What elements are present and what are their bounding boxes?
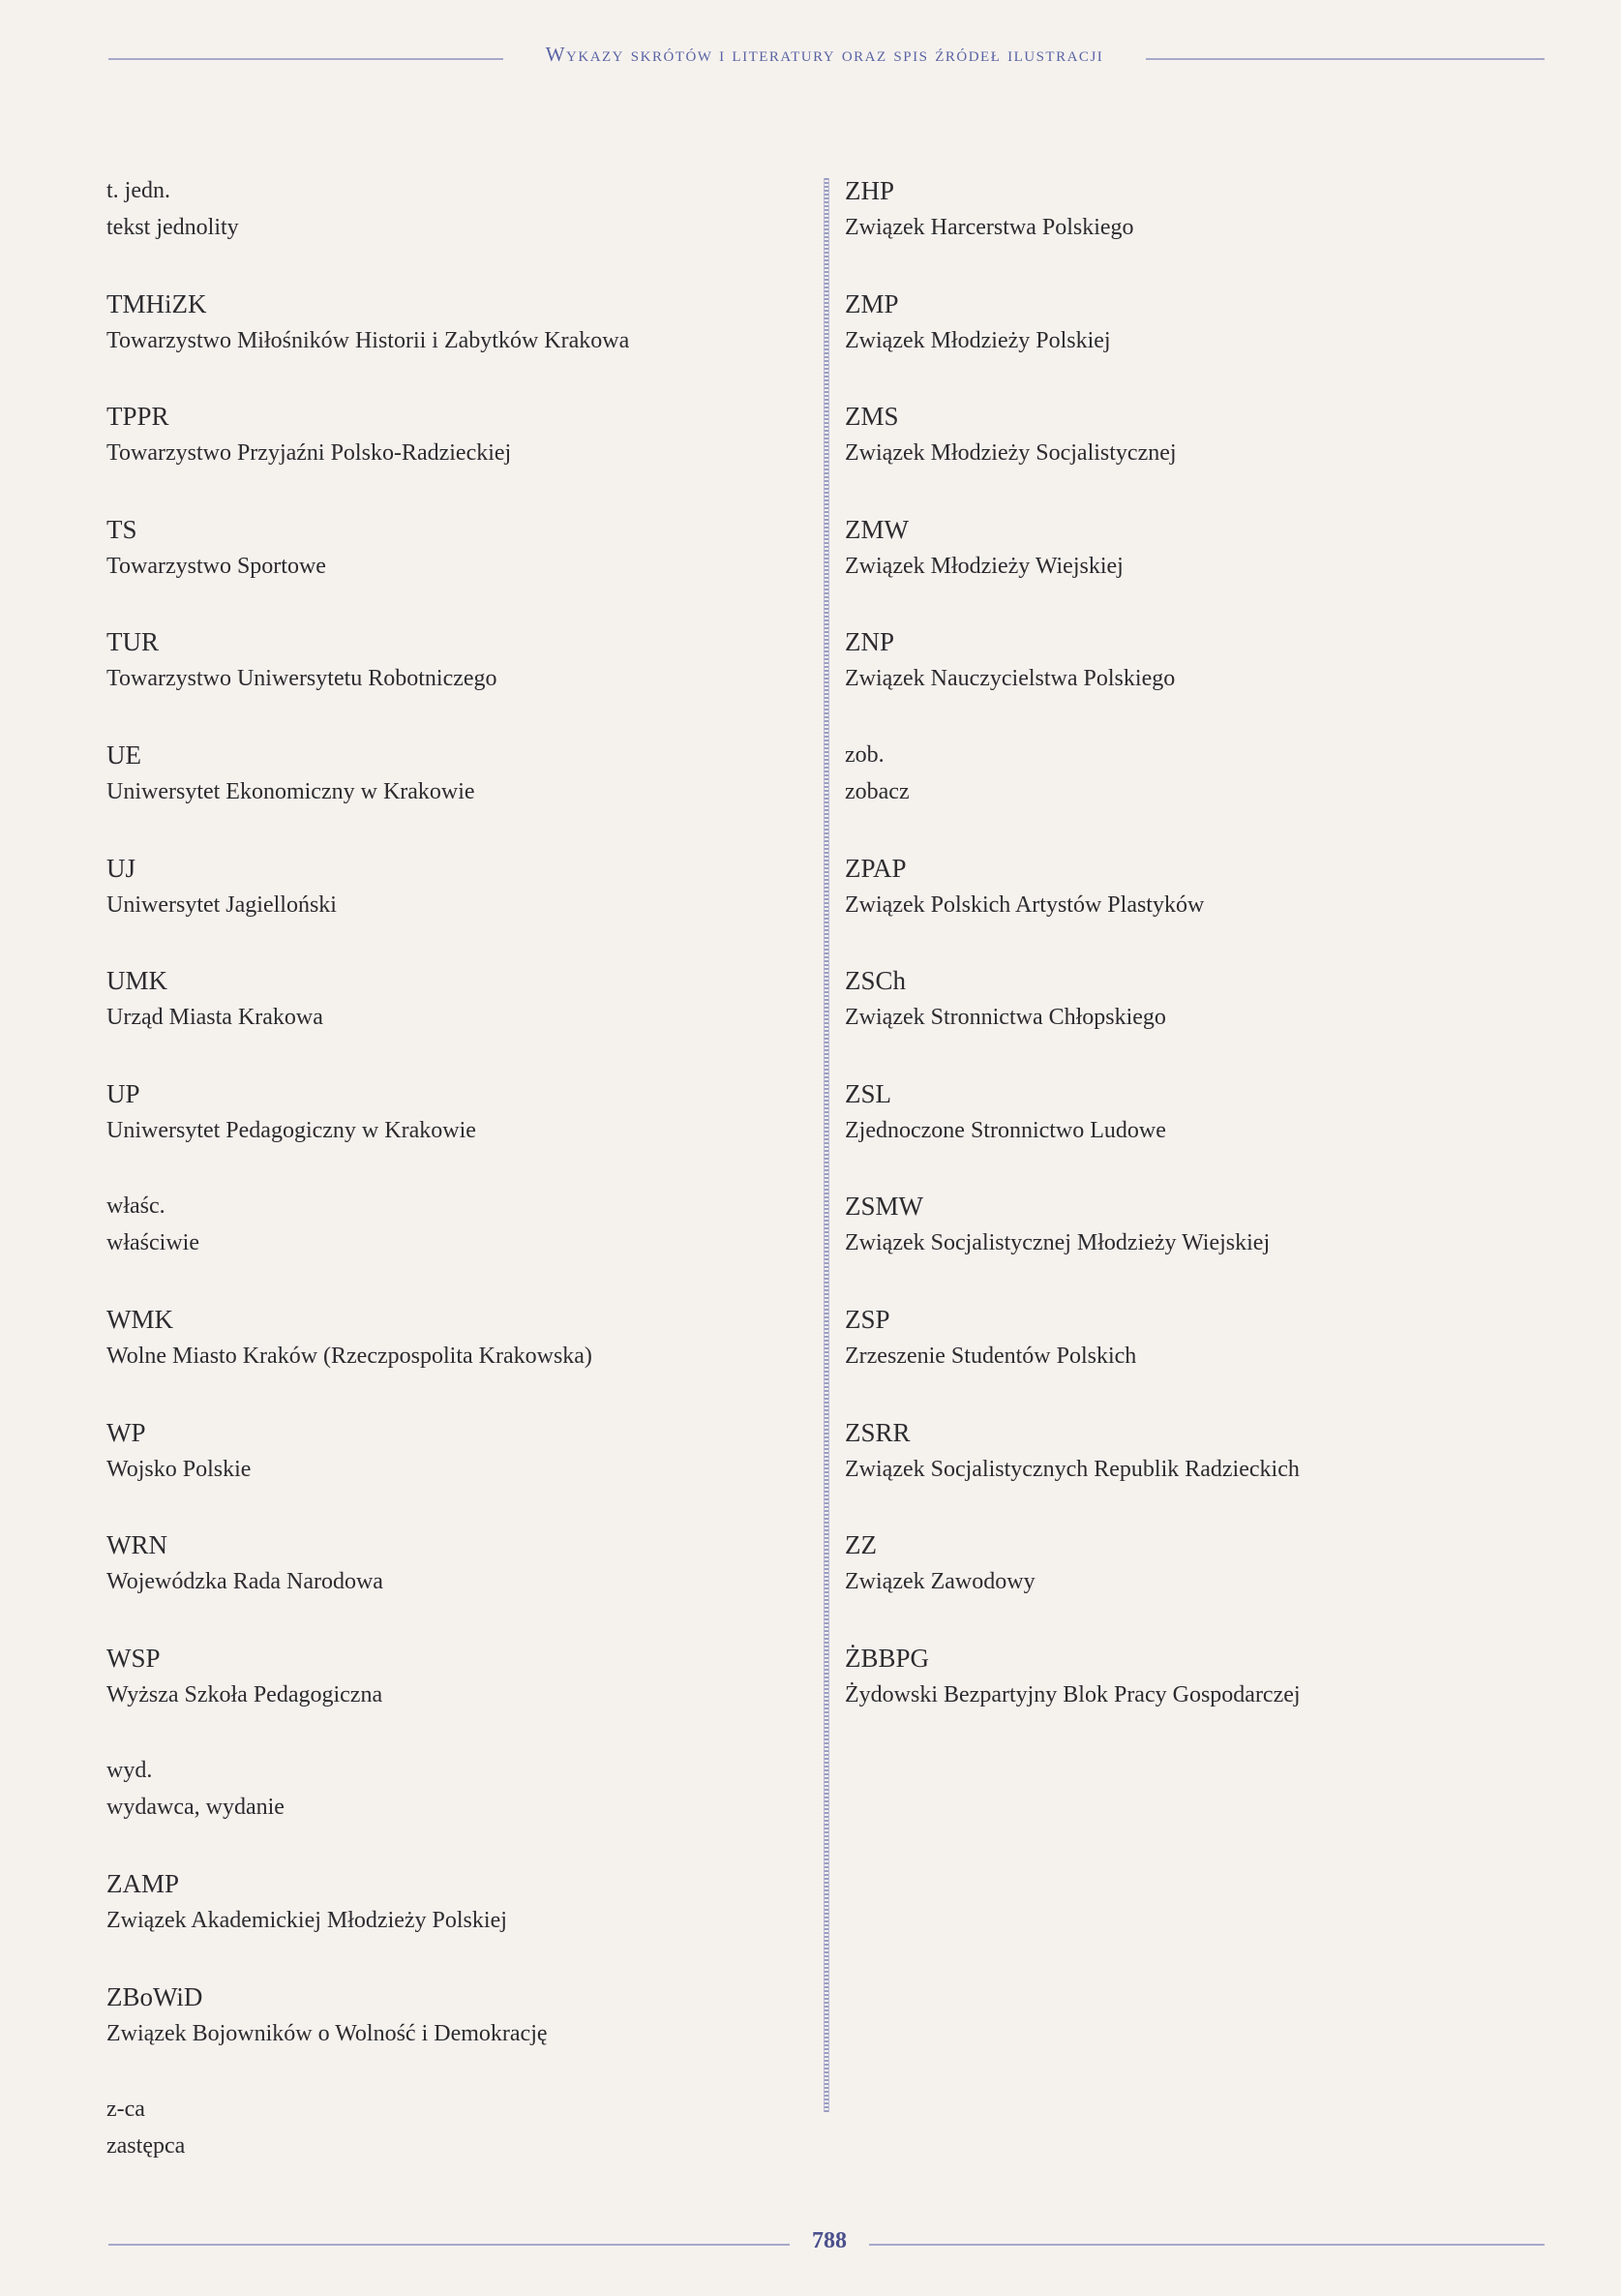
- abbreviation: t. jedn.: [106, 178, 170, 203]
- abbreviation-entry: [845, 962, 1522, 1075]
- page-number: 788: [812, 2228, 847, 2253]
- expansion: Wolne Miasto Kraków (Rzeczpospolita Krakowska): [106, 1343, 592, 1369]
- abbreviation: TS: [106, 514, 137, 544]
- abbreviation-entry: [845, 1414, 1522, 1527]
- abbreviation-entry: [845, 1188, 1522, 1301]
- abbreviation: ZHP: [845, 176, 895, 205]
- abbreviation-entry: [845, 511, 1522, 624]
- abbreviation-entry: [106, 1752, 784, 1865]
- abbreviation-entry: [845, 850, 1522, 963]
- header-rule-right: [1146, 58, 1545, 60]
- right-column: [845, 172, 1522, 1752]
- expansion: Towarzystwo Przyjaźni Polsko-Radzieckiej: [106, 440, 512, 467]
- abbreviation: ZMP: [845, 288, 899, 318]
- abbreviation: ZSL: [845, 1078, 892, 1108]
- abbreviation: TUR: [106, 627, 159, 657]
- abbreviation-entry: [106, 1188, 784, 1301]
- expansion: tekst jednolity: [106, 215, 239, 240]
- abbreviation-entry: [106, 1301, 784, 1414]
- abbreviation: zob.: [845, 741, 885, 768]
- abbreviation: ŻBBPG: [845, 1643, 930, 1673]
- abbreviation-entry: [106, 2091, 784, 2204]
- expansion: Związek Zawodowy: [845, 1569, 1036, 1595]
- expansion: Związek Akademickiej Młodzieży Polskiej: [106, 1907, 507, 1933]
- expansion: Związek Socjalistycznych Republik Radzieckich: [845, 1456, 1300, 1482]
- abbreviation: UE: [106, 740, 141, 770]
- abbreviation-entry: [845, 1640, 1522, 1753]
- abbreviation-entry: [106, 850, 784, 963]
- expansion: Związek Polskich Artystów Plastyków: [845, 891, 1205, 918]
- abbreviation: ZZ: [845, 1530, 877, 1560]
- expansion: Związek Nauczycielstwa Polskiego: [845, 666, 1176, 692]
- abbreviation-entry: [106, 623, 784, 737]
- abbreviation-entry: [106, 1526, 784, 1640]
- expansion: Uniwersytet Ekonomiczny w Krakowie: [106, 778, 475, 804]
- expansion: Związek Młodzieży Wiejskiej: [845, 553, 1124, 579]
- abbreviation: ZSMW: [845, 1192, 923, 1222]
- abbreviation: WP: [106, 1417, 146, 1447]
- expansion: zobacz: [845, 778, 910, 804]
- abbreviation: ZNP: [845, 627, 895, 657]
- expansion: Zjednoczone Stronnictwo Ludowe: [845, 1117, 1166, 1143]
- abbreviation: ZMS: [845, 402, 899, 432]
- header-rule-left: [108, 58, 503, 60]
- abbreviation-entry: [106, 962, 784, 1075]
- abbreviation: z-ca: [106, 2097, 145, 2123]
- abbreviation: UP: [106, 1078, 140, 1108]
- abbreviation: ZPAP: [845, 853, 907, 883]
- abbreviation: WRN: [106, 1530, 167, 1560]
- abbreviation-entry: [845, 1075, 1522, 1189]
- expansion: Związek Socjalistycznej Młodzieży Wiejskiej: [845, 1230, 1271, 1256]
- abbreviation-entry: [106, 1414, 784, 1527]
- column-divider: [824, 178, 829, 2112]
- abbreviation-entry: [845, 286, 1522, 399]
- footer-rule-right: [869, 2244, 1545, 2246]
- abbreviation: WMK: [106, 1304, 173, 1334]
- expansion: Uniwersytet Pedagogiczny w Krakowie: [106, 1117, 476, 1143]
- abbreviation: WSP: [106, 1643, 161, 1673]
- abbreviation: ZSRR: [845, 1417, 911, 1447]
- abbreviation: ZAMP: [106, 1868, 180, 1898]
- expansion: Związek Młodzieży Polskiej: [845, 327, 1111, 353]
- expansion: Związek Młodzieży Socjalistycznej: [845, 440, 1177, 467]
- abbreviation-entry: [106, 511, 784, 624]
- abbreviation: ZSP: [845, 1304, 890, 1334]
- abbreviation: UMK: [106, 966, 168, 996]
- expansion: Urząd Miasta Krakowa: [106, 1005, 323, 1031]
- abbreviation-entry: [845, 1301, 1522, 1414]
- abbreviation-entry: [845, 398, 1522, 511]
- expansion: Związek Stronnictwa Chłopskiego: [845, 1005, 1166, 1031]
- abbreviation-entry: [106, 286, 784, 399]
- expansion: Żydowski Bezpartyjny Blok Pracy Gospodarczej: [845, 1681, 1301, 1707]
- abbreviation-entry: [106, 1075, 784, 1189]
- abbreviation: właśc.: [106, 1193, 165, 1220]
- expansion: Towarzystwo Uniwersytetu Robotniczego: [106, 666, 497, 692]
- left-column: [106, 172, 784, 2204]
- abbreviation-entry: [845, 1526, 1522, 1640]
- abbreviation-entry: [845, 737, 1522, 850]
- abbreviation: ZMW: [845, 514, 909, 544]
- abbreviation-entry: [106, 737, 784, 850]
- abbreviation-entry: [106, 398, 784, 511]
- expansion: Zrzeszenie Studentów Polskich: [845, 1343, 1137, 1369]
- abbreviation-entry: [106, 172, 784, 286]
- expansion: wydawca, wydanie: [106, 1795, 285, 1821]
- footer-rule-left: [108, 2244, 790, 2246]
- abbreviation: ZSCh: [845, 966, 907, 996]
- abbreviation-entry: [106, 1865, 784, 1979]
- expansion: Wojewódzka Rada Narodowa: [106, 1569, 383, 1595]
- running-head: Wykazy skrótów i literatury oraz spis źródeł ilustracji: [545, 43, 1104, 66]
- abbreviation: ZBoWiD: [106, 1981, 203, 2011]
- expansion: Związek Harcerstwa Polskiego: [845, 215, 1134, 240]
- expansion: Związek Bojowników o Wolność i Demokrację: [106, 2020, 548, 2046]
- expansion: Uniwersytet Jagielloński: [106, 891, 337, 918]
- abbreviation: TPPR: [106, 402, 169, 432]
- expansion: Towarzystwo Miłośników Historii i Zabytków Krakowa: [106, 327, 630, 353]
- abbreviation-entry: [845, 172, 1522, 286]
- abbreviation-entry: [845, 623, 1522, 737]
- expansion: Towarzystwo Sportowe: [106, 553, 326, 579]
- abbreviation: UJ: [106, 853, 136, 883]
- abbreviation: wyd.: [106, 1758, 153, 1784]
- expansion: właściwie: [106, 1230, 199, 1256]
- expansion: zastępca: [106, 2133, 186, 2160]
- abbreviation: TMHiZK: [106, 288, 207, 318]
- abbreviation-entry: [106, 1979, 784, 2092]
- expansion: Wojsko Polskie: [106, 1456, 252, 1482]
- abbreviation-entry: [106, 1640, 784, 1753]
- expansion: Wyższa Szkoła Pedagogiczna: [106, 1681, 383, 1707]
